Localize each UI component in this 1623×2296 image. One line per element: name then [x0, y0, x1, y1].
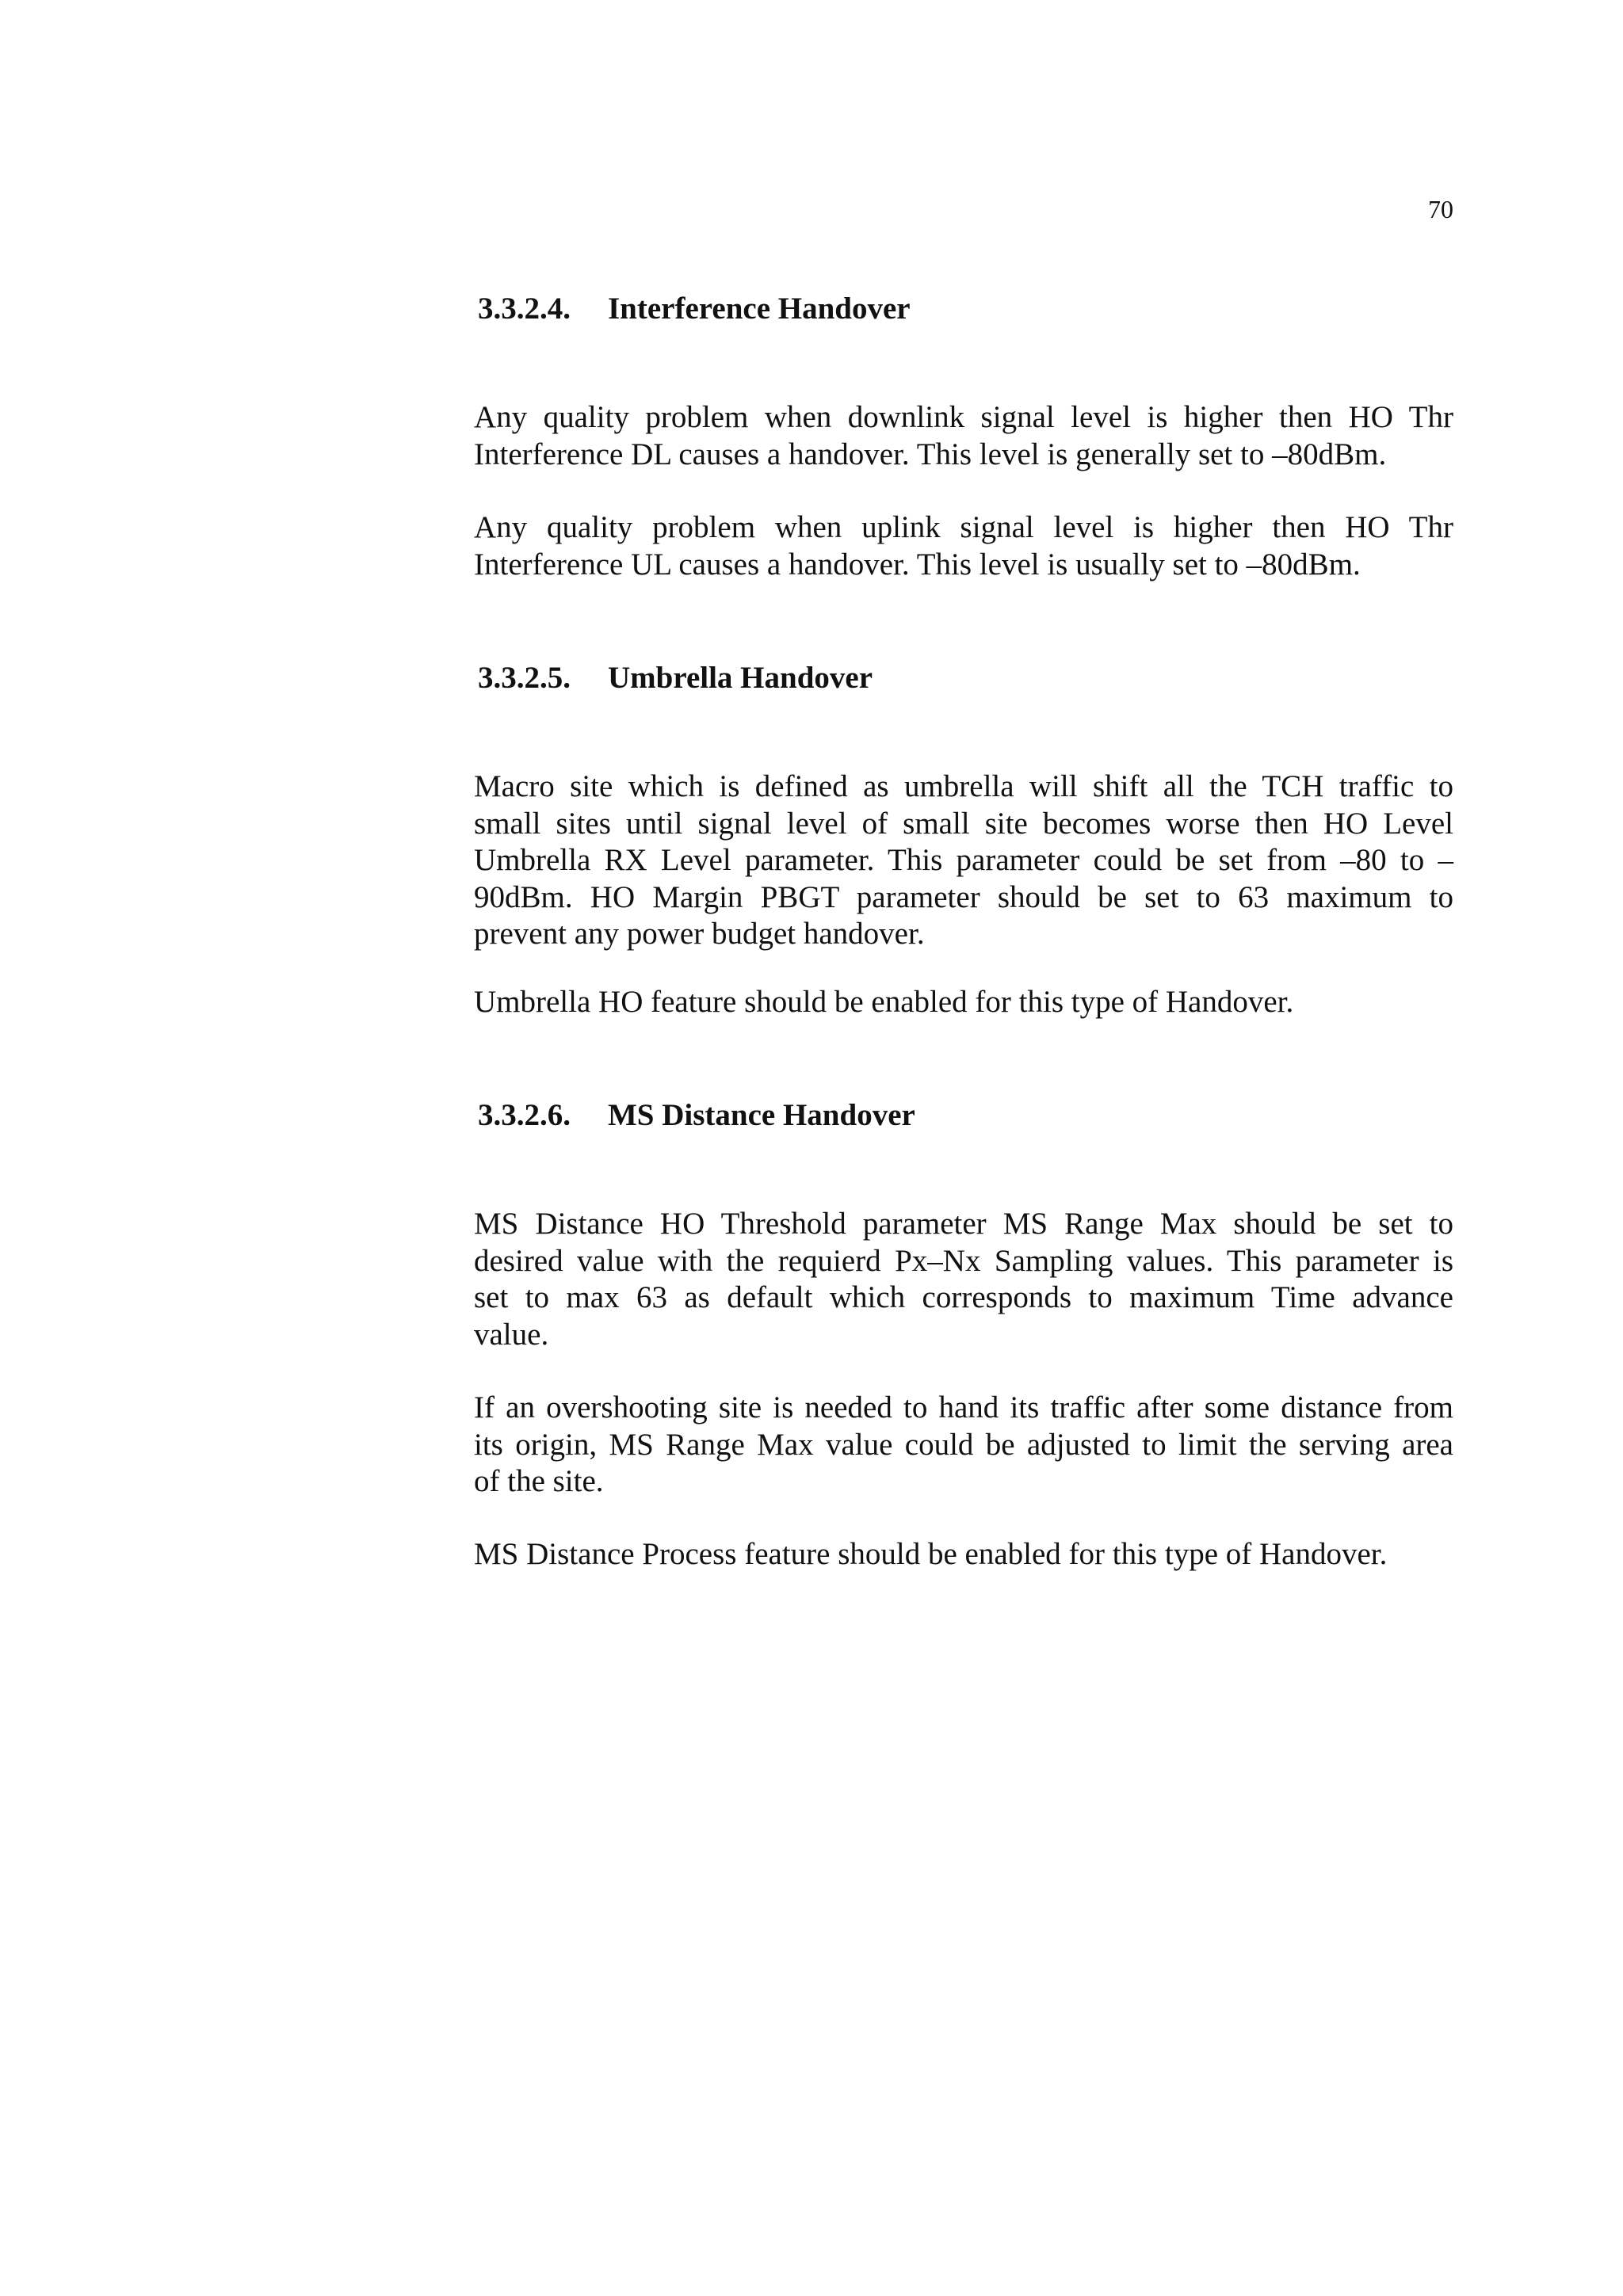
- text-line: prevent any power budget handover.: [474, 917, 925, 951]
- text-line: If an overshooting site is needed to hand its traffic after some distance from: [474, 1390, 1453, 1425]
- text-line: set to max 63 as default which corresponds to maximum Time advance: [474, 1280, 1453, 1314]
- page-number: 70: [1428, 195, 1453, 223]
- text-line: MS Distance HO Threshold parameter MS Range Max should be set to: [474, 1207, 1453, 1241]
- text-line: MS Distance Process feature should be enabled for this type of Handover.: [474, 1537, 1388, 1571]
- section-heading: [478, 659, 873, 697]
- section-title: Interference Handover: [608, 292, 911, 326]
- text-line: Any quality problem when downlink signal level is higher then HO Thr: [474, 400, 1453, 434]
- paragraph: [474, 1206, 1453, 1353]
- text-line: desired value with the requierd Px–Nx Sampling values. This parameter is: [474, 1243, 1453, 1278]
- section-number: 3.3.2.5.: [478, 661, 571, 695]
- section-heading: [478, 1097, 915, 1135]
- paragraph: [474, 1390, 1453, 1501]
- section-title: MS Distance Handover: [608, 1098, 915, 1132]
- text-line: its origin, MS Range Max value could be adjusted to limit the serving area: [474, 1427, 1453, 1462]
- text-line: Umbrella RX Level parameter. This parameter could be set from –80 to –: [474, 843, 1453, 877]
- text-line: 90dBm. HO Margin PBGT parameter should be set to 63 maximum to: [474, 879, 1453, 914]
- section-heading: [478, 290, 911, 328]
- paragraph: [474, 1536, 1453, 1573]
- text-line: small sites until signal level of small site becomes worse then HO Level: [474, 806, 1453, 841]
- paragraph: [474, 984, 1453, 1021]
- text-line: Umbrella HO feature should be enabled for this type of Handover.: [474, 985, 1294, 1019]
- section-number: 3.3.2.6.: [478, 1098, 571, 1132]
- text-line: Macro site which is defined as umbrella will shift all the TCH traffic to: [474, 769, 1453, 803]
- paragraph: [474, 509, 1453, 583]
- section-title: Umbrella Handover: [608, 661, 873, 695]
- text-line: Interference UL causes a handover. This level is usually set to –80dBm.: [474, 547, 1361, 582]
- paragraph: [474, 399, 1453, 473]
- text-line: Interference DL causes a handover. This level is generally set to –80dBm.: [474, 437, 1387, 471]
- text-line: value.: [474, 1317, 549, 1352]
- text-line: of the site.: [474, 1464, 604, 1498]
- section-number: 3.3.2.4.: [478, 292, 571, 326]
- paragraph: [474, 769, 1453, 953]
- text-line: Any quality problem when uplink signal level is higher then HO Thr: [474, 510, 1453, 544]
